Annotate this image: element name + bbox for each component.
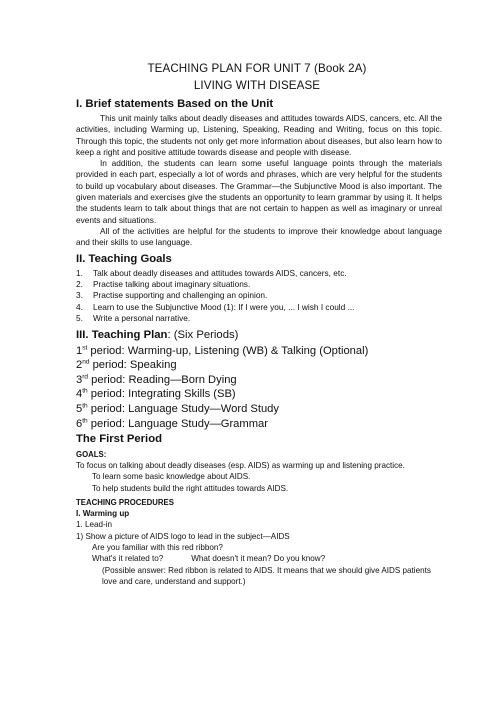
question-line: What's it related to? What doesn't it mean? Do you know? [92, 554, 326, 564]
lead-in-label: 1. Lead-in [76, 520, 112, 530]
section-heading-plan: III. Teaching Plan: (Six Periods) [76, 328, 239, 341]
period-line: 1st period: Warming-up, Listening (WB) & Talking (Optional) [76, 343, 369, 357]
goals-list [76, 268, 442, 325]
list-item: 1. Talk about deadly diseases and attitudes towards AIDS, cancers, etc. [76, 267, 347, 278]
list-item: 3. Practise supporting and challenging an opinion. [76, 290, 268, 301]
procedures-label: TEACHING PROCEDURES [76, 498, 174, 508]
question-line: Are you familiar with this red ribbon? [92, 542, 223, 552]
period-line: 6th period: Language Study—Grammar [76, 416, 268, 430]
first-period-heading: The First Period [76, 433, 162, 446]
section-heading-goals: II. Teaching Goals [76, 252, 172, 265]
goals-text: To focus on talking about deadly diseases (esp. AIDS) as warming up and listening practice. [76, 461, 405, 471]
period-line: 4th period: Integrating Skills (SB) [76, 387, 236, 401]
document-title: TEACHING PLAN FOR UNIT 7 (Book 2A) [147, 62, 367, 75]
paragraph-intro: This unit mainly talks about deadly diseases and attitudes towards AIDS, cancers, etc. All the activities, including Warming up, Listening, Speaking, Reading and Writing, focus on this topic. Through this topic, the students not only get more information about diseases, but also learn how to keep a right and positive attitude towards disease and people with disease. [76, 113, 442, 157]
document-subtitle: LIVING WITH DISEASE [193, 79, 321, 92]
step-line: 1) Show a picture of AIDS logo to lead in the subject—AIDS [76, 531, 290, 541]
list-item: 2. Practise talking about imaginary situations. [76, 278, 251, 289]
goal-line: To learn some basic knowledge about AIDS. [92, 472, 251, 482]
period-line: 5th period: Language Study—Word Study [76, 402, 280, 415]
list-item: 5. Write a personal narrative. [76, 313, 191, 324]
paragraph-activities: All of the activities are helpful for the students to improve their knowledge about language and their skills to use language. [76, 225, 442, 248]
section-heading-brief: I. Brief statements Based on the Unit [76, 98, 274, 110]
period-line: 2nd period: Speaking [76, 358, 177, 372]
warming-up-label: I. Warming up [76, 509, 130, 519]
possible-answer: (Possible answer: Red ribbon is related to AIDS. It means that we should give AIDS patients love and care, understand and support.) [102, 565, 431, 586]
period-line: 3rd period: Reading—Born Dying [76, 373, 237, 386]
list-item: 4. Learn to use the Subjunctive Mood (1): If I were you, ... I wish I could ... [76, 301, 355, 312]
paragraph-language-points: In addition, the students can learn some useful language points through the materials provided in each part, especially a lot of words and phrases, which are very helpful for the students to build up vocabulary about diseases. The Grammar—the Subjunctive Mood is also important. The given materials and exercises give the students an opportunity to learn grammar by using it. It helps the students learn to talk about things that are not certain to happen as well as imaginary or unreal events and situations. [76, 158, 442, 225]
goals-label: GOALS: [76, 450, 107, 460]
goal-line: To help students build the right attitudes towards AIDS. [92, 483, 289, 493]
